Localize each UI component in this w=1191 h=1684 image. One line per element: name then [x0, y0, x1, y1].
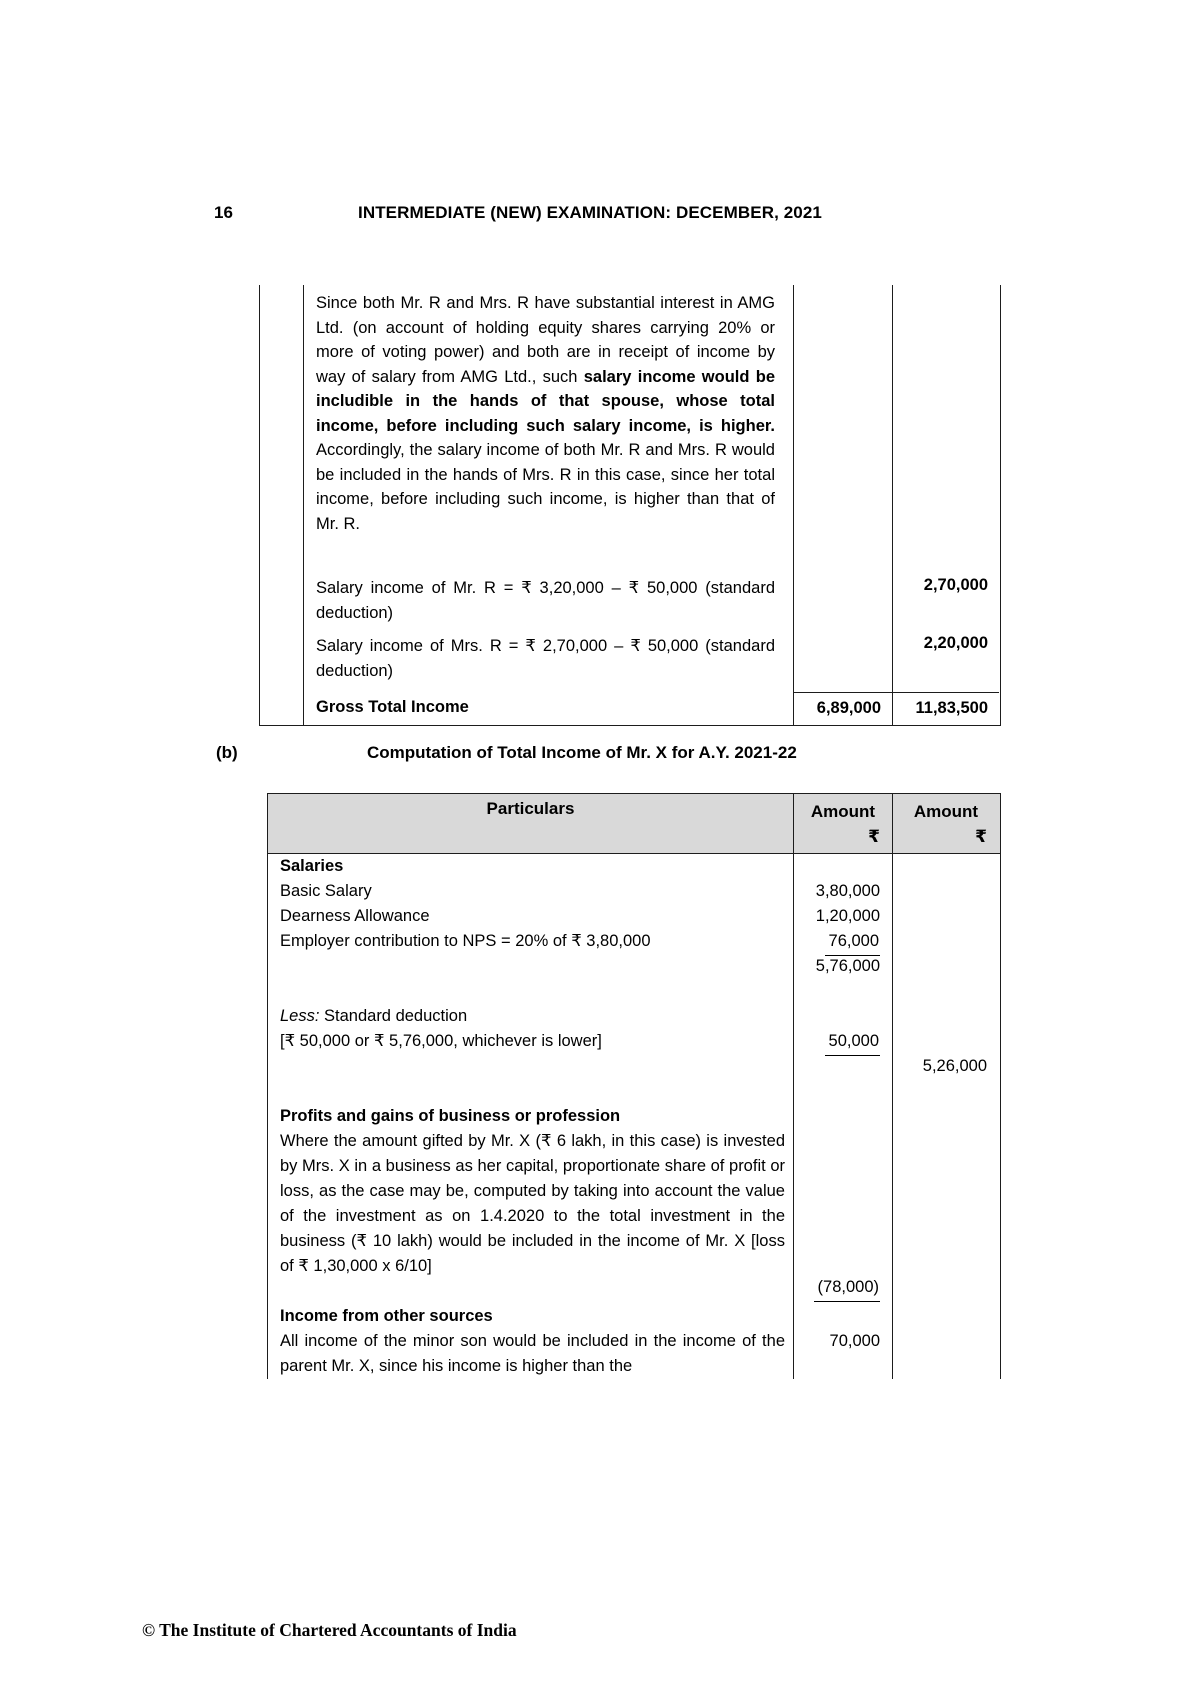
amount-cell-empty [893, 1129, 999, 1304]
std-deduction-label: [₹ 50,000 or ₹ 5,76,000, whichever is lower] [268, 1029, 794, 1056]
row-std-deduction-detail [268, 1029, 1000, 1054]
header-amount-2-label: Amount [913, 802, 979, 821]
underlined-amount: 50,000 [825, 1029, 880, 1056]
std-deduction-amount [794, 1029, 893, 1056]
particulars-cell-empty [268, 979, 794, 1004]
row-salary-subtotal [268, 954, 1000, 979]
pgbp-loss-amount [794, 1129, 893, 1304]
rupee-symbol: ₹ [868, 827, 880, 846]
row-dearness-allowance [268, 904, 1000, 929]
pgbp-heading: Profits and gains of business or profession [268, 1104, 794, 1129]
particulars-cell-empty [268, 954, 794, 979]
explanation-paragraph [304, 285, 794, 572]
row-ifos-heading [268, 1304, 1000, 1329]
row-salaries-heading [268, 854, 1000, 879]
amount-cell-empty [893, 879, 999, 904]
amount-cell-empty [794, 854, 893, 879]
header-particulars-label: Particulars [486, 799, 575, 818]
paragraph-post: Accordingly, the salary income of both Mr. R and Mrs. R would be included in the hands of Mrs. R in this case, since her total income, before including such income, is higher than that of Mr. R. [316, 441, 775, 533]
table-row [260, 285, 1000, 572]
nps-contribution-amount [794, 929, 893, 956]
amount-cell-empty [794, 1054, 893, 1079]
serial-cell-empty [260, 572, 304, 630]
ifos-heading: Income from other sources [268, 1304, 794, 1329]
amount-cell-empty [794, 979, 893, 1004]
salaries-heading: Salaries [268, 854, 794, 879]
row-pgbp-paragraph [268, 1129, 1000, 1304]
salary-mr-r-amount: 2,70,000 [923, 576, 988, 594]
basic-salary-label: Basic Salary [268, 879, 794, 904]
header-amount-1 [794, 794, 893, 853]
minor-income-text: All income of the minor son would be included in the income of the parent Mr. X, since his income is higher than the [268, 1329, 794, 1379]
table-computation-r [259, 285, 1001, 726]
amount-cell-empty [893, 854, 999, 879]
amount-cell-empty [893, 1079, 999, 1104]
less-text: Standard deduction [319, 1007, 468, 1025]
serial-cell-empty [260, 692, 304, 725]
row-nps-contribution [268, 929, 1000, 954]
less-italic: Less: [280, 1007, 320, 1025]
amount-cell-empty [794, 285, 893, 572]
underlined-amount: (78,000) [814, 1275, 880, 1302]
gross-total-amount-1: 6,89,000 [794, 692, 893, 725]
pgbp-paragraph: Where the amount gifted by Mr. X (₹ 6 lakh, in this case) is invested by Mrs. X in a business as her capital, proportionate share of profit or loss, as the case may be, computed by taking into account the value of the investment as on 1.4.2020 to the total investment in the business (₹ 10 lakh) would be included in the income of Mr. X [loss of ₹ 1,30,000 x 6/10] [268, 1129, 794, 1304]
page-number: 16 [214, 203, 233, 222]
particulars-cell-empty [268, 1054, 794, 1079]
amount-cell-empty [893, 929, 999, 956]
header-particulars [268, 794, 794, 853]
row-minor-income [268, 1329, 1000, 1379]
gross-total-label: Gross Total Income [304, 692, 794, 725]
table-row [260, 572, 1000, 630]
serial-cell-empty [260, 630, 304, 692]
section-label: (b) [216, 743, 238, 762]
gross-total-amount-2: 11,83,500 [893, 692, 999, 725]
amount-cell-empty [893, 1304, 999, 1329]
page-header-title: INTERMEDIATE (NEW) EXAMINATION: DECEMBER, 2021 [358, 203, 822, 222]
amount-cell-empty [893, 285, 999, 572]
net-salary-amount: 5,26,000 [922, 1057, 987, 1075]
amount-cell-empty [893, 1029, 999, 1056]
dearness-allowance-amount: 1,20,000 [794, 904, 893, 929]
row-net-salary [268, 1054, 1000, 1079]
particulars-cell-empty [268, 1079, 794, 1104]
basic-salary-amount: 3,80,000 [794, 879, 893, 904]
amount-cell-empty [794, 630, 893, 692]
amount-cell-empty [893, 1329, 999, 1379]
amount-cell-empty [794, 1104, 893, 1129]
table-row-gross-total [260, 692, 1000, 725]
section-title: Computation of Total Income of Mr. X for A.Y. 2021-22 [367, 743, 797, 762]
minor-income-amount: 70,000 [794, 1329, 893, 1379]
copyright-footer: © The Institute of Chartered Accountants of India [142, 1620, 517, 1640]
row-less-standard-deduction [268, 1004, 1000, 1029]
amount-cell-empty [794, 1004, 893, 1029]
serial-cell-empty [260, 285, 304, 572]
salary-mrs-r-amount: 2,20,000 [923, 634, 988, 652]
row-pgbp-heading [268, 1104, 1000, 1129]
dearness-allowance-label: Dearness Allowance [268, 904, 794, 929]
rupee-symbol: ₹ [975, 827, 987, 846]
less-standard-deduction-label [268, 1004, 794, 1029]
amount-cell-empty [893, 1004, 999, 1029]
table-header-row [268, 794, 1000, 854]
amount-cell-empty [794, 572, 893, 630]
table-row [260, 630, 1000, 692]
underlined-amount: 76,000 [825, 929, 880, 956]
salary-mr-r-text: Salary income of Mr. R = ₹ 3,20,000 – ₹ 50,000 (standard deduction) [304, 572, 794, 630]
row-spacer [268, 1079, 1000, 1104]
nps-contribution-label: Employer contribution to NPS = 20% of ₹ 3,80,000 [268, 929, 794, 956]
header-amount-1-label: Amount [810, 802, 876, 821]
amount-cell-empty [794, 1079, 893, 1104]
row-basic-salary [268, 879, 1000, 904]
amount-cell-empty [893, 904, 999, 929]
paragraph-pre: Since both Mr. R and Mrs. R have substantial interest in AMG Ltd. (on account of holding equity shares carrying 20% or more of voting power) and both are in receipt of income by way of salary from AMG Ltd., such [316, 294, 775, 386]
amount-cell-empty [794, 1304, 893, 1329]
amount-cell-empty [893, 1104, 999, 1129]
salary-subtotal-amount: 5,76,000 [794, 954, 893, 979]
amount-cell-empty [893, 979, 999, 1004]
amount-cell-empty [893, 954, 999, 979]
header-amount-2 [893, 794, 999, 853]
row-spacer [268, 979, 1000, 1004]
paragraph-bold: salary income would be includible in the hands of that spouse, whose total income, before including such salary income, is higher. [316, 367, 775, 435]
table-computation-x [267, 793, 1001, 1379]
salary-mrs-r-text: Salary income of Mrs. R = ₹ 2,70,000 – ₹ 50,000 (standard deduction) [304, 630, 794, 692]
